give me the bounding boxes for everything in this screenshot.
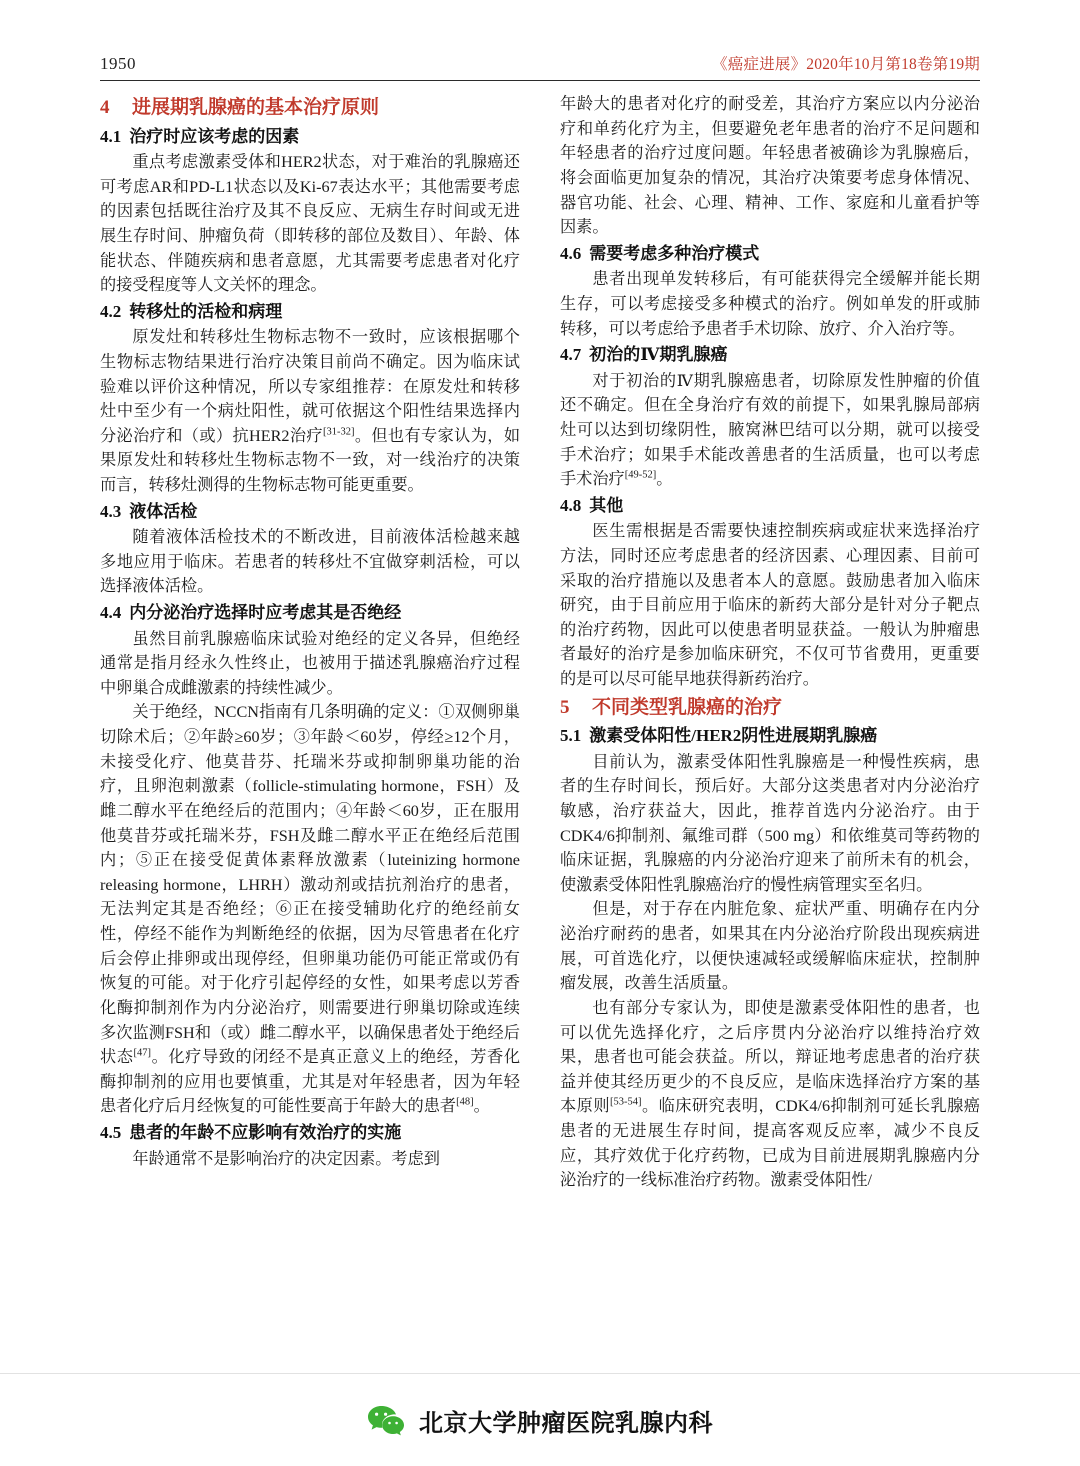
header-divider: [100, 80, 980, 81]
paragraph-5-1-3: [560, 996, 980, 1193]
subsection-heading-4-3: [100, 499, 520, 525]
paragraph-4-8: 医生需根据是否需要快速控制疾病或症状来选择治疗方法，同时还应考虑患者的经济因素、心理因素、目前可采取的治疗措施以及患者本人的意愿。鼓励患者加入临床研究，由于目前应用于临床的新药大部分是针对分子靶点的治疗药物，因此可以使患者明显获益。一般认为肿瘤患者最好的治疗是参加临床研究，不仅可节省费用，更重要的是可以尽可能早地获得新药治疗。: [560, 522, 980, 688]
subsection-heading-4-7: [560, 342, 980, 368]
paragraph-4-3: 随着液体活检技术的不断改进，目前液体活检越来越多地应用于临床。若患者的转移灶不宜做穿刺活检，可以选择液体活检。: [100, 528, 520, 596]
running-head: [100, 52, 980, 80]
paragraph-4-1: 重点考虑激素受体和HER2状态，对于难治的乳腺癌还可考虑AR和PD-L1状态以及Ki-67表达水平；其他需要考虑的因素包括既往治疗及其不良反应、无病生存时间或无进展生存时间、肿瘤负荷（即转移的部位及数目）、年龄、体能状态、伴随疾病和患者意愿，尤其需要考虑患者对化疗的接受程度等人文关怀的理念。: [100, 153, 520, 295]
paragraph-5-1-1: 目前认为，激素受体阳性乳腺癌是一种慢性疾病，患者的生存时间长，预后好。大部分这类患者对内分泌治疗敏感，治疗获益大，因此，推荐首选内分泌治疗。由于CDK4/6抑制剂、氟维司群（500 mg）和依维莫司等药物的临床证据，乳腺癌的内分泌治疗迎来了前所未有的机会，使激素受体阳性乳腺癌治疗的慢性病管理实至名归。: [560, 752, 980, 894]
subsection-heading-4-5: [100, 1120, 520, 1146]
subsection-heading-4-8: [560, 493, 980, 519]
section-title-4: 进展期乳腺癌的基本治疗原则: [132, 97, 380, 118]
subsection-title-4-5: 患者的年龄不应影响有效治疗的实施: [129, 1123, 402, 1143]
subsection-title-4-7: 初治的Ⅳ期乳腺癌: [589, 345, 728, 365]
reference-marker-31-32: [31-32]: [322, 426, 355, 438]
subsection-title-4-1: 治疗时应该考虑的因素: [129, 126, 300, 146]
reference-marker-49-52: [49-52]: [624, 469, 657, 481]
paragraph-4-4-2-pre: 关于绝经，NCCN指南有几条明确的定义：①双侧卵巢切除术后；②年龄≥60岁；③年龄＜60岁，停经≥12个月，未接受化疗、他莫昔芬、托瑞米芬或抑制卵巢功能的治疗，且卵泡刺激素（follicle-stimulating hormone，FSH）及雌二醇水平在绝经后的范围内；④年龄＜60岁，正在服用他莫昔芬或托瑞米芬，FSH及雌二醇水平正在绝经后范围内；⑤正在接受促黄体素释放激素（luteinizing hormone releasing hormone，LHRH）激动剂或拮抗剂治疗的患者，无法判定其是否绝经；⑥正在接受辅助化疗的绝经前女性，停经不能作为判断绝经的依据，因为尽管患者在化疗后会停止排卵或出现停经，但卵巢功能仍可能正常或仍有恢复的可能。对于化疗引起停经的女性，如果考虑以芳香化酶抑制剂作为内分泌治疗，则需要进行卵巢切除或连续多次监测FSH和（或）雌二醇水平，以确保患者处于绝经后状态: [100, 703, 520, 1067]
section-heading-4: [100, 94, 520, 122]
wechat-account[interactable]: [367, 1403, 713, 1438]
subsection-number-4-1: 4.1: [100, 126, 122, 146]
subsection-title-4-8: 其他: [589, 495, 624, 515]
subsection-title-5-1: 激素受体阳性/HER2阴性进展期乳腺癌: [589, 726, 878, 746]
subsection-title-4-4: 内分泌治疗选择时应考虑其是否绝经: [129, 603, 402, 623]
subsection-number-4-7: 4.7: [560, 345, 582, 365]
paragraph-4-4-2-mid: 。化疗导致的闭经不是真正意义上的绝经，芳香化酶抑制剂的应用也要慎重，尤其是对年轻患者，因为年轻患者化疗后月经恢复的可能性要高于年龄大的患者: [100, 1048, 521, 1116]
subsection-number-4-3: 4.3: [100, 501, 122, 521]
subsection-title-4-3: 液体活检: [129, 501, 198, 521]
subsection-heading-4-2: [100, 299, 520, 325]
paragraph-4-2-post: 。但也有专家认为，如果原发灶和转移灶生物标志物不一致，对一线治疗的决策而言，转移灶测得的生物标志物可能更重要。: [100, 426, 521, 495]
section-number-4: 4: [100, 97, 110, 118]
section-title-5: 不同类型乳腺癌的治疗: [592, 696, 783, 718]
subsection-heading-4-1: [100, 124, 520, 150]
body-columns: [100, 92, 980, 1347]
paragraph-4-4-2: [100, 700, 520, 1119]
reference-marker-47: [47]: [133, 1047, 152, 1059]
section-number-5: 5: [560, 696, 570, 718]
wechat-account-name: 北京大学肿瘤医院乳腺内科: [419, 1409, 713, 1437]
subsection-heading-5-1: [560, 723, 980, 749]
subsection-number-5-1: 5.1: [560, 726, 582, 746]
paragraph-5-1-2: 但是，对于存在内脏危象、症状严重、明确存在内分泌治疗耐药的患者，如果其在内分泌治疗阶段出现疾病进展，可首选化疗，以便快速减轻或缓解临床症状，控制肿瘤发展，改善生活质量。: [560, 900, 980, 993]
wechat-icon: [367, 1404, 405, 1436]
page-number: 1950: [100, 54, 136, 73]
subsection-number-4-4: 4.4: [100, 603, 122, 623]
paragraph-4-7-pre: 对于初治的Ⅳ期乳腺癌患者，切除原发性肿瘤的价值还不确定。但在全身治疗有效的前提下，如果乳腺局部病灶可以达到切缘阴性，腋窝淋巴结可以分期，就可以接受手术治疗；如果手术能改善患者的生活质量，也可以考虑手术治疗: [560, 371, 980, 489]
subsection-title-4-2: 转移灶的活检和病理: [129, 301, 283, 321]
subsection-number-4-2: 4.2: [100, 301, 122, 321]
subsection-heading-4-6: [560, 241, 980, 267]
paragraph-4-2: [100, 325, 520, 497]
reference-marker-53-54: [53-54]: [609, 1097, 642, 1109]
subsection-heading-4-4: [100, 600, 520, 626]
paragraph-4-7-post: 。: [656, 470, 673, 489]
paragraph-4-7: [560, 369, 980, 492]
paragraph-4-2-pre: 原发灶和转移灶生物标志物不一致时，应该根据哪个生物标志物结果进行治疗决策目前尚不确定。因为临床试验难以评价这种情况，所以专家组推荐：在原发灶和转移灶中至少有一个病灶阳性，就可依据这个阳性结果选择内分泌治疗和（或）抗HER2治疗: [100, 328, 520, 445]
subsection-number-4-6: 4.6: [560, 243, 582, 263]
subsection-number-4-8: 4.8: [560, 495, 582, 515]
paragraph-4-5-continued: 年龄大的患者对化疗的耐受差，其治疗方案应以内分泌治疗和单药化疗为主，但要避免老年患者的治疗不足问题和年轻患者的治疗过度问题。年轻患者被确诊为乳腺癌后，将会面临更加复杂的情况，其治疗决策要考虑身体情况、器官功能、社会、心理、精神、工作、家庭和儿童看护等因素。: [560, 95, 980, 237]
paragraph-4-6: 患者出现单发转移后，有可能获得完全缓解并能长期生存，可以考虑接受多种模式的治疗。例如单发的肝或肺转移，可以考虑给予患者手术切除、放疗、介入治疗等。: [560, 270, 980, 338]
reference-marker-48: [48]: [456, 1097, 474, 1109]
left-column: [100, 92, 520, 1347]
footer-bar: [0, 1374, 1080, 1466]
paragraph-5-1-3-pre: 也有部分专家认为，即使是激素受体阳性的患者，也可以优先选择化疗，之后序贯内分泌治疗以维持治疗效果，患者也可能会获益。所以，辩证地考虑患者的治疗获益并使其经历更少的不良反应，是临床选择治疗方案的基本原则: [560, 998, 980, 1116]
paragraph-4-4-2-end: 。: [473, 1097, 490, 1116]
paragraph-5-1-3-post: 。临床研究表明，CDK4/6抑制剂可延长乳腺癌患者的无进展生存时间，提高客观反应率，减少不良反应，其疗效优于化疗药物，已成为目前进展期乳腺癌内分泌治疗的一线标准治疗药物。激素受体阳性/: [560, 1097, 980, 1190]
journal-citation: 《癌症进展》2020年10月第18卷第19期: [712, 56, 980, 73]
subsection-title-4-6: 需要考虑多种治疗模式: [589, 243, 760, 263]
section-heading-5: [560, 694, 980, 722]
paragraph-4-5: 年龄通常不是影响治疗的决定因素。考虑到: [132, 1149, 440, 1168]
right-column: [560, 92, 980, 1347]
paragraph-4-4-1: 虽然目前乳腺癌临床试验对绝经的定义各异，但绝经通常是指月经永久性终止，也被用于描述乳腺癌治疗过程中卵巢合成雌激素的持续性减少。: [100, 629, 520, 697]
subsection-number-4-5: 4.5: [100, 1123, 122, 1143]
